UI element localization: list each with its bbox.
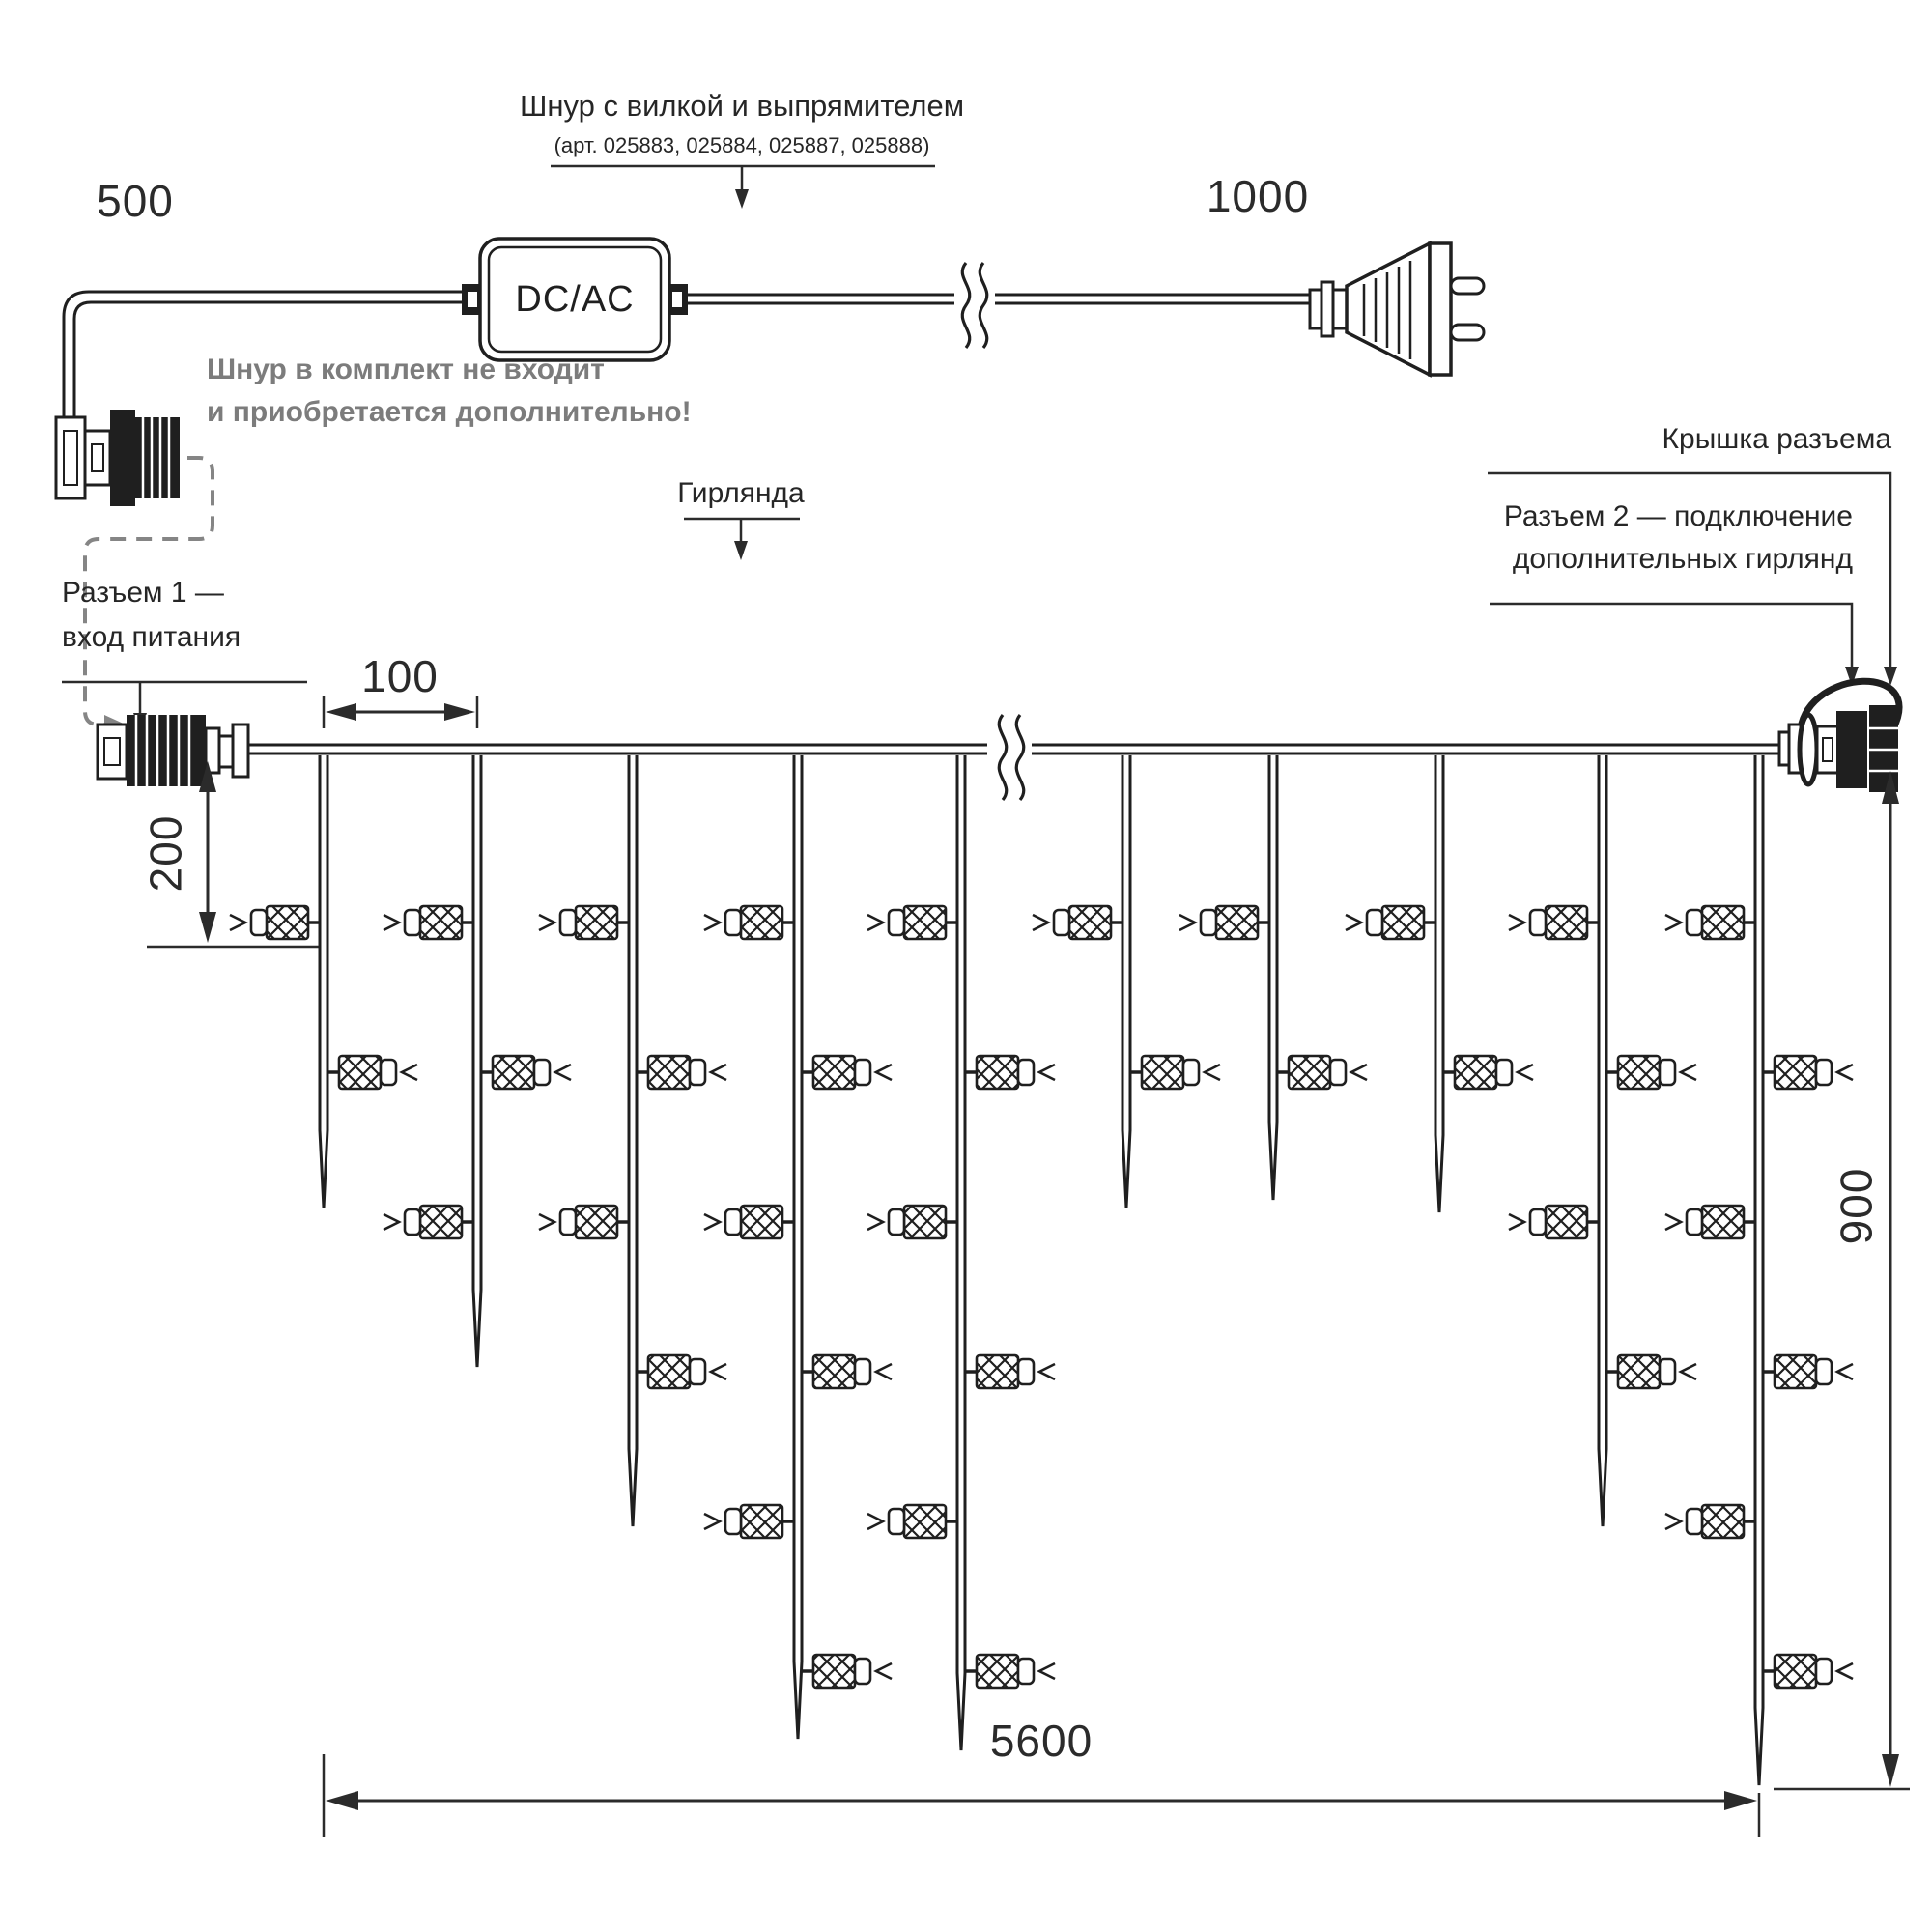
bulb-body — [1069, 906, 1111, 939]
led-bulb — [230, 906, 320, 939]
led-bulb — [965, 1655, 1055, 1688]
bulb-cap — [251, 910, 267, 935]
cord-connector — [56, 410, 180, 506]
bulb-cap — [855, 1659, 870, 1684]
bulb-cap — [1816, 1359, 1832, 1384]
light-direction-icon — [402, 1065, 417, 1080]
bulb-body — [1618, 1355, 1660, 1388]
connector2-label-line1: Разъем 2 — подключение — [1503, 500, 1853, 532]
led-bulb — [867, 1505, 957, 1538]
bulb-cap — [560, 910, 576, 935]
power-plug-icon — [1310, 243, 1484, 375]
light-direction-icon — [539, 915, 554, 930]
bulb-body — [1382, 906, 1424, 939]
light-direction-icon — [1837, 1663, 1853, 1679]
dim-900 — [1774, 784, 1910, 1789]
light-direction-icon — [1509, 1214, 1524, 1230]
bulb-body — [904, 906, 946, 939]
led-bulb — [704, 906, 794, 939]
drop-9 — [1509, 755, 1696, 1526]
led-bulb — [1763, 1355, 1853, 1388]
bulb-body — [1702, 906, 1744, 939]
bulb-cap — [1201, 910, 1216, 935]
bulb-cap — [1018, 1659, 1034, 1684]
connector1-label-line2: вход питания — [62, 621, 242, 653]
bulb-body — [576, 1206, 617, 1238]
bulb-cap — [1530, 910, 1546, 935]
bulb-cap — [1018, 1060, 1034, 1085]
dim-1000-label: 1000 — [1206, 171, 1310, 221]
drop-10 — [1665, 755, 1853, 1785]
bulb-body — [1546, 906, 1587, 939]
led-bulb — [802, 1655, 892, 1688]
drop-2 — [384, 755, 571, 1367]
dim-100-label: 100 — [361, 651, 439, 701]
bulb-body — [1775, 1655, 1816, 1688]
dim-5600 — [324, 1754, 1759, 1837]
bulb-cap — [889, 1509, 904, 1534]
dim-200-label: 200 — [140, 814, 191, 893]
led-bulb — [1179, 906, 1269, 939]
cord-title: Шнур с вилкой и выпрямителем — [519, 89, 965, 123]
bulb-cap — [1816, 1060, 1832, 1085]
led-bulb — [802, 1056, 892, 1089]
bulb-cap — [889, 1209, 904, 1235]
garland-break-icon — [999, 715, 1024, 800]
led-bulb — [867, 1206, 957, 1238]
note-line1: Шнур в комплект не входит — [207, 354, 605, 385]
light-direction-icon — [867, 1214, 883, 1230]
bulb-body — [648, 1355, 690, 1388]
bulb-body — [904, 1206, 946, 1238]
bulb-cap — [1660, 1359, 1675, 1384]
led-bulb — [384, 906, 473, 939]
connector2-label-line2: дополнительных гирлянд — [1512, 543, 1853, 575]
bulb-cap — [1816, 1659, 1832, 1684]
bulb-body — [267, 906, 308, 939]
led-bulb — [802, 1355, 892, 1388]
drop-7 — [1179, 755, 1367, 1200]
garland-main-wire — [248, 745, 1779, 753]
led-bulb — [384, 1206, 473, 1238]
bulb-cap — [1367, 910, 1382, 935]
led-bulb — [539, 906, 629, 939]
connector1-leader — [62, 682, 307, 715]
led-bulb — [1763, 1056, 1853, 1089]
bulb-body — [1618, 1056, 1660, 1089]
drop-1 — [230, 755, 417, 1208]
led-bulb — [1665, 1505, 1755, 1538]
light-direction-icon — [384, 915, 399, 930]
cap-label: Крышка разъема — [1662, 423, 1891, 455]
bulb-cap — [889, 910, 904, 935]
light-direction-icon — [230, 915, 245, 930]
led-bulb — [1443, 1056, 1533, 1089]
led-bulb — [327, 1056, 417, 1089]
bulb-cap — [725, 1509, 741, 1534]
drop-wire — [957, 755, 965, 1750]
led-bulb — [539, 1206, 629, 1238]
drop-3 — [539, 755, 726, 1526]
light-direction-icon — [384, 1214, 399, 1230]
bulb-body — [1289, 1056, 1330, 1089]
light-direction-icon — [1681, 1065, 1696, 1080]
light-direction-icon — [1681, 1364, 1696, 1379]
led-bulb — [1509, 906, 1599, 939]
bulb-body — [977, 1056, 1018, 1089]
led-bulb — [704, 1206, 794, 1238]
light-direction-icon — [1351, 1065, 1367, 1080]
bulb-cap — [725, 1209, 741, 1235]
light-direction-icon — [1665, 1514, 1681, 1529]
light-direction-icon — [1179, 915, 1195, 930]
light-direction-icon — [876, 1663, 892, 1679]
cord-break-icon — [962, 263, 987, 348]
bulb-body — [339, 1056, 381, 1089]
garland-label-leader — [684, 519, 800, 543]
connector2-leader — [1490, 604, 1852, 668]
bulb-cap — [1018, 1359, 1034, 1384]
bulb-cap — [690, 1359, 705, 1384]
light-direction-icon — [1033, 915, 1048, 930]
led-bulb — [965, 1056, 1055, 1089]
drop-6 — [1033, 755, 1220, 1208]
bulb-cap — [405, 910, 420, 935]
led-bulb — [1606, 1355, 1696, 1388]
bulb-body — [741, 906, 782, 939]
light-direction-icon — [1665, 915, 1681, 930]
bulb-body — [420, 906, 462, 939]
light-direction-icon — [867, 1514, 883, 1529]
light-direction-icon — [711, 1065, 726, 1080]
bulb-body — [648, 1056, 690, 1089]
light-direction-icon — [1039, 1364, 1055, 1379]
led-bulb — [637, 1056, 726, 1089]
bulb-cap — [1687, 910, 1702, 935]
bulb-body — [1702, 1206, 1744, 1238]
light-direction-icon — [876, 1065, 892, 1080]
drop-wire — [794, 755, 802, 1739]
bulb-body — [741, 1206, 782, 1238]
bulb-body — [741, 1505, 782, 1538]
bulb-cap — [1496, 1060, 1512, 1085]
led-bulb — [867, 906, 957, 939]
drop-wire — [1599, 755, 1606, 1526]
bulb-cap — [1330, 1060, 1346, 1085]
led-bulb — [1665, 906, 1755, 939]
light-direction-icon — [1039, 1663, 1055, 1679]
bulb-body — [1142, 1056, 1183, 1089]
light-direction-icon — [1518, 1065, 1533, 1080]
drop-wire — [320, 755, 327, 1208]
drop-5 — [867, 755, 1055, 1750]
drop-wire — [629, 755, 637, 1526]
bulb-cap — [405, 1209, 420, 1235]
light-direction-icon — [1837, 1065, 1853, 1080]
light-direction-icon — [704, 915, 720, 930]
led-bulb — [481, 1056, 571, 1089]
light-direction-icon — [711, 1364, 726, 1379]
bulb-cap — [1687, 1209, 1702, 1235]
bulb-body — [493, 1056, 534, 1089]
dim-5600-label: 5600 — [989, 1716, 1094, 1766]
light-direction-icon — [539, 1214, 554, 1230]
garland-end-connector — [1779, 681, 1899, 792]
light-direction-icon — [876, 1364, 892, 1379]
led-bulb — [965, 1355, 1055, 1388]
light-direction-icon — [704, 1214, 720, 1230]
bulb-cap — [855, 1060, 870, 1085]
led-bulb — [1763, 1655, 1853, 1688]
light-direction-icon — [1509, 915, 1524, 930]
bulb-cap — [381, 1060, 396, 1085]
drop-8 — [1346, 755, 1533, 1212]
bulb-body — [1455, 1056, 1496, 1089]
led-bulb — [1509, 1206, 1599, 1238]
light-direction-icon — [1346, 915, 1361, 930]
bulb-body — [576, 906, 617, 939]
led-bulb — [1033, 906, 1122, 939]
bulb-cap — [725, 910, 741, 935]
led-bulb — [1606, 1056, 1696, 1089]
bulb-cap — [855, 1359, 870, 1384]
bulb-body — [1775, 1355, 1816, 1388]
light-direction-icon — [555, 1065, 571, 1080]
drop-4 — [704, 755, 892, 1739]
light-direction-icon — [1039, 1065, 1055, 1080]
drop-wire — [1122, 755, 1130, 1208]
light-direction-icon — [704, 1514, 720, 1529]
cord-articles: (арт. 025883, 025884, 025887, 025888) — [554, 133, 930, 157]
led-bulb — [637, 1355, 726, 1388]
led-bulb — [1277, 1056, 1367, 1089]
connector1-label-line1: Разъем 1 — — [62, 577, 224, 609]
drop-wire — [1755, 755, 1763, 1785]
bulb-body — [420, 1206, 462, 1238]
bulb-body — [1546, 1206, 1587, 1238]
dim-900-label: 900 — [1831, 1167, 1882, 1245]
bulb-cap — [1054, 910, 1069, 935]
led-bulb — [704, 1505, 794, 1538]
bulb-cap — [560, 1209, 576, 1235]
bulb-body — [977, 1355, 1018, 1388]
bulb-cap — [534, 1060, 550, 1085]
cord-label-leader — [551, 166, 935, 191]
bulb-body — [1702, 1505, 1744, 1538]
dim-500-label: 500 — [97, 176, 174, 226]
bulb-body — [977, 1655, 1018, 1688]
note-line2: и приобретается дополнительно! — [207, 396, 692, 428]
bulb-cap — [1530, 1209, 1546, 1235]
garland-label: Гирлянда — [677, 477, 805, 509]
bulb-cap — [1660, 1060, 1675, 1085]
led-bulb — [1346, 906, 1435, 939]
light-direction-icon — [867, 915, 883, 930]
bulb-cap — [690, 1060, 705, 1085]
bulb-body — [904, 1505, 946, 1538]
bulb-body — [1216, 906, 1258, 939]
bulb-body — [813, 1355, 855, 1388]
drop-wire — [1435, 755, 1443, 1212]
bulb-cap — [1183, 1060, 1199, 1085]
led-bulb — [1665, 1206, 1755, 1238]
bulb-body — [813, 1056, 855, 1089]
light-direction-icon — [1205, 1065, 1220, 1080]
drop-wire — [473, 755, 481, 1367]
light-direction-icon — [1837, 1364, 1853, 1379]
bulb-body — [813, 1655, 855, 1688]
dc-ac-label: DC/AC — [515, 279, 635, 320]
light-direction-icon — [1665, 1214, 1681, 1230]
drop-wire — [1269, 755, 1277, 1200]
led-bulb — [1130, 1056, 1220, 1089]
bulb-cap — [1687, 1509, 1702, 1534]
icicle-drops — [230, 755, 1853, 1785]
bulb-body — [1775, 1056, 1816, 1089]
